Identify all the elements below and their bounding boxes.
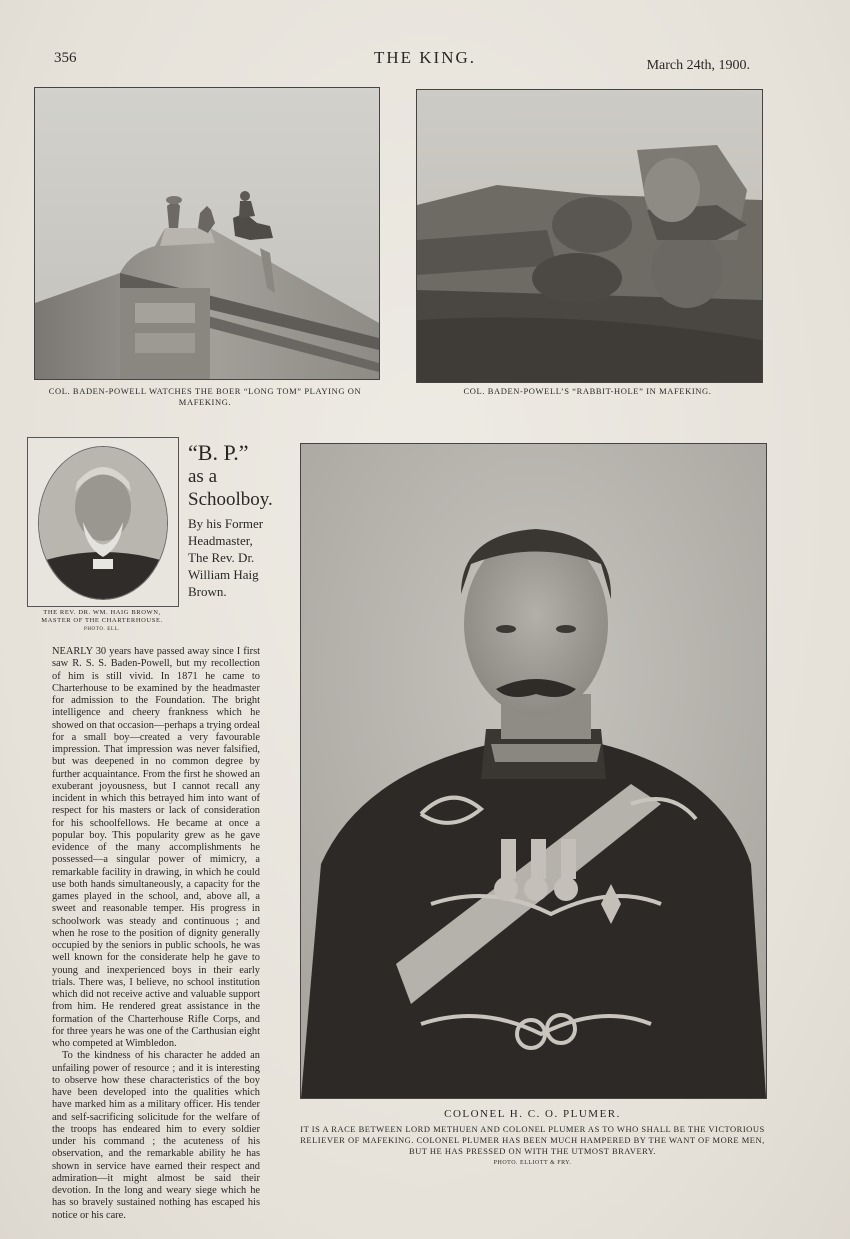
photo-rabbit-hole — [416, 89, 763, 383]
article-paragraph: NEARLY 30 years have passed away since I first saw R. S. S. Baden-Powell, but my recollection of him is still vivid. In 1871 he came to Charterhouse to be examined by the headmaster for admission to the Foundation. The bright intelligence and cheery frankness which he showed on that occasion—perhaps a trying ordeal for a small boy—created a very favourable impression. That impression was never falsified, but was deepened in no common degree by further acquaintance. From the first he showed an exuberant joyousness, but I cannot recall any incident in which this betrayed him into want of respect for his masters or lack of consideration for his schoolfellows. He became at once a popular boy. This popularity grew as he gave evidence of the many accomplishments he possessed—a singular power of mimicry, a remarkable facility in drawing, in which he could use both hands simultaneously, a capacity for the games played in the school, and, above all, a sweet and reasonable temper. His progress in schoolwork was steady and continuous ; and when he rose to the position of dignity generally occupied by the seniors in public schools, he was well known for the considerate help he gave to young and inexperienced boys in their early trials. There was, I believe, no school institution which did not receive active and valuable support from him. He rendered great assistance in the formation of the Charterhouse Rifle Corps, and for three years he was one of the Carthusian eight who competed at Wimbledon. — [52, 646, 260, 1049]
rabbit-hole-illustration — [417, 90, 762, 382]
article-title-line2: as a — [188, 466, 218, 487]
byline-line: Headmaster, — [188, 533, 253, 548]
byline-line: By his Former — [188, 516, 264, 531]
caption-long-tom: COL. BADEN-POWELL WATCHES THE BOER “LONG TOM” PLAYING ON MAFEKING. — [48, 386, 362, 407]
byline-line: William Haig — [188, 567, 259, 582]
plumer-portrait — [301, 444, 766, 1098]
headmaster-photo — [39, 447, 167, 599]
article-title-line3: Schoolboy. — [188, 489, 273, 510]
plumer-caption-title: COLONEL H. C. O. PLUMER. — [444, 1108, 621, 1120]
article-title-block — [188, 440, 298, 600]
article-paragraph: To the kindness of his character he added an unfailing power of resource ; and it is interesting to observe how these characteristics of the boy have been developed into the qualities which have marked him as a military officer. His tender and self-sacrificing solicitude for the welfare of the troops has endeared him to every soldier under his command ; the acuteness of his observation, and the remarkable ability he has shown in service have earned their respect and admiration—it might almost be said their devotion. In the long and weary siege which he has so bravely sustained nothing has escaped his notice or his care. — [52, 1050, 260, 1221]
article-byline — [188, 515, 298, 600]
photo-long-tom — [34, 87, 380, 380]
plumer-caption-text: IT IS A RACE BETWEEN LORD METHUEN AND COLONEL PLUMER AS TO WHO SHALL BE THE VICTORIOUS RELIEVER OF MAFEKING. COLONEL PLUMER HAS BEEN MUCH HAMPERED BY THE WANT OF MORE MEN, BUT HE HAS PRESSED ON WITH THE UTMOST BRAVERY. — [300, 1124, 765, 1157]
article-title-line1: “B. P.” — [188, 440, 249, 465]
article-body — [52, 646, 260, 1222]
rooftop-illustration — [35, 88, 379, 379]
headmaster-portrait-frame — [27, 437, 179, 607]
plumer-caption — [300, 1124, 765, 1169]
portrait-caption-line2: MASTER OF THE CHARTERHOUSE. — [41, 617, 163, 624]
photo-colonel-plumer — [300, 443, 767, 1099]
portrait-credit: PHOTO. ELL. — [83, 627, 121, 632]
plumer-photo-credit: PHOTO. ELLIOTT & FRY. — [493, 1159, 572, 1166]
caption-rabbit-hole: COL. BADEN-POWELL’S “RABBIT-HOLE” IN MAFEKING. — [463, 386, 712, 396]
publication-title: THE KING. — [373, 48, 477, 67]
issue-date: March 24th, 1900. — [646, 58, 750, 73]
byline-line: The Rev. Dr. — [188, 550, 255, 565]
portrait-caption-line1: THE REV. DR. WM. HAIG BROWN, — [43, 609, 161, 616]
byline-line: Brown. — [188, 584, 227, 599]
headmaster-portrait — [38, 446, 168, 600]
page-number: 356 — [54, 50, 77, 66]
